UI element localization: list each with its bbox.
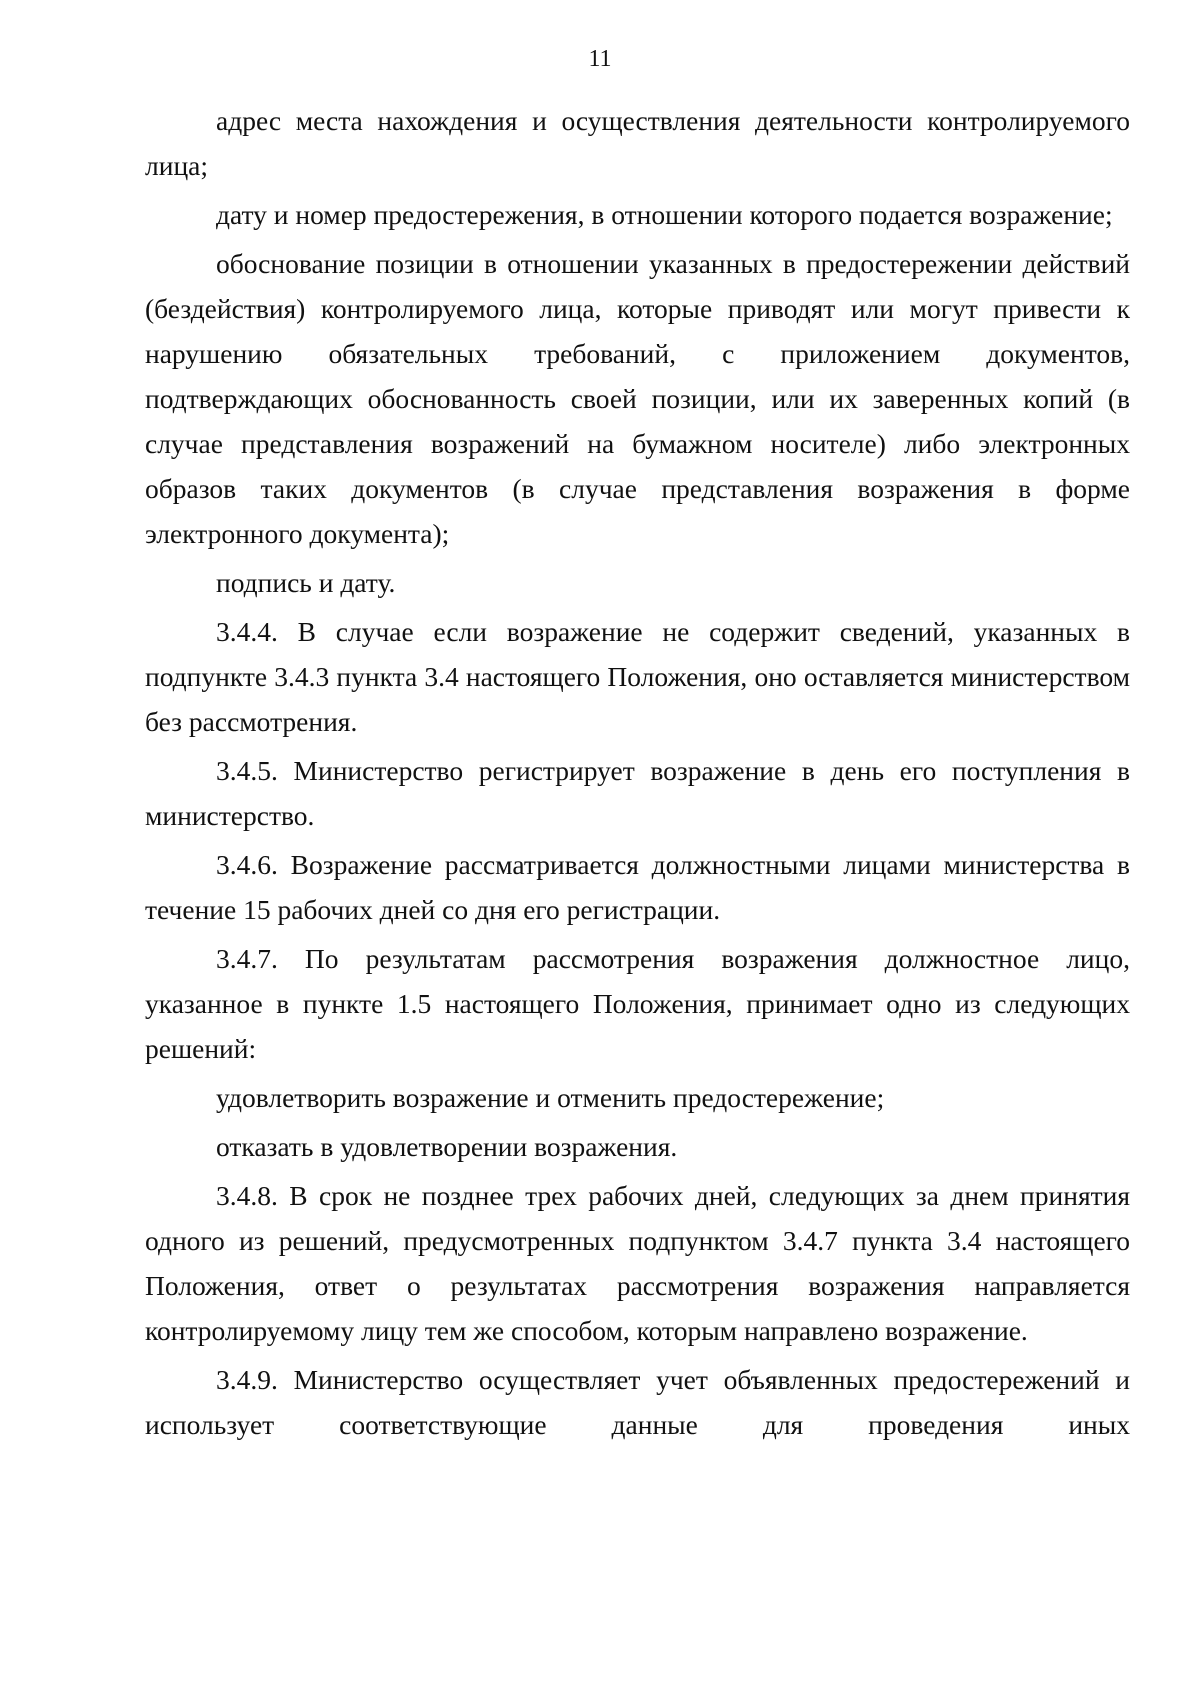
paragraph-3-4-7: 3.4.7. По результатам рассмотрения возражения должностное лицо, указанное в пункте 1.5 настоящего Положения, принимает одно из следующих решений:	[145, 943, 1130, 1064]
document-body	[145, 98, 1130, 1451]
paragraph-justification: обоснование позиции в отношении указанных в предостережении действий (бездействия) контролируемого лица, которые приводят или могут привести к нарушению обязательных требований, с приложением документов, подтверждающих обоснованность своей позиции, или их заверенных копий (в случае представления возражений на бумажном носителе) либо электронных образов таких документов (в случае представления возражения в форме электронного документа);	[145, 248, 1130, 549]
paragraph-signature: подпись и дату.	[216, 567, 396, 598]
paragraph-3-4-9: 3.4.9. Министерство осуществляет учет объявленных предостережений и использует соответствующие данные для проведения иных	[145, 1364, 1130, 1440]
paragraph-decision-refuse: отказать в удовлетворении возражения.	[216, 1131, 678, 1162]
paragraph-date-number: дату и номер предостережения, в отношении которого подается возражение;	[216, 199, 1113, 230]
paragraph-3-4-5: 3.4.5. Министерство регистрирует возражение в день его поступления в министерство.	[145, 755, 1130, 831]
paragraph-3-4-6: 3.4.6. Возражение рассматривается должностными лицами министерства в течение 15 рабочих дней со дня его регистрации.	[145, 849, 1130, 925]
paragraph-decision-satisfy: удовлетворить возражение и отменить предостережение;	[216, 1082, 885, 1113]
paragraph-3-4-4: 3.4.4. В случае если возражение не содержит сведений, указанных в подпункте 3.4.3 пункта 3.4 настоящего Положения, оно оставляется министерством без рассмотрения.	[145, 616, 1130, 737]
paragraph-address: адрес места нахождения и осуществления деятельности контролируемого лица;	[145, 105, 1130, 181]
paragraph-3-4-8: 3.4.8. В срок не позднее трех рабочих дней, следующих за днем принятия одного из решений, предусмотренных подпунктом 3.4.7 пункта 3.4 настоящего Положения, ответ о результатах рассмотрения возражения направляется контролируемому лицу тем же способом, которым направлено возражение.	[145, 1180, 1130, 1346]
page-number: 11	[588, 46, 612, 72]
